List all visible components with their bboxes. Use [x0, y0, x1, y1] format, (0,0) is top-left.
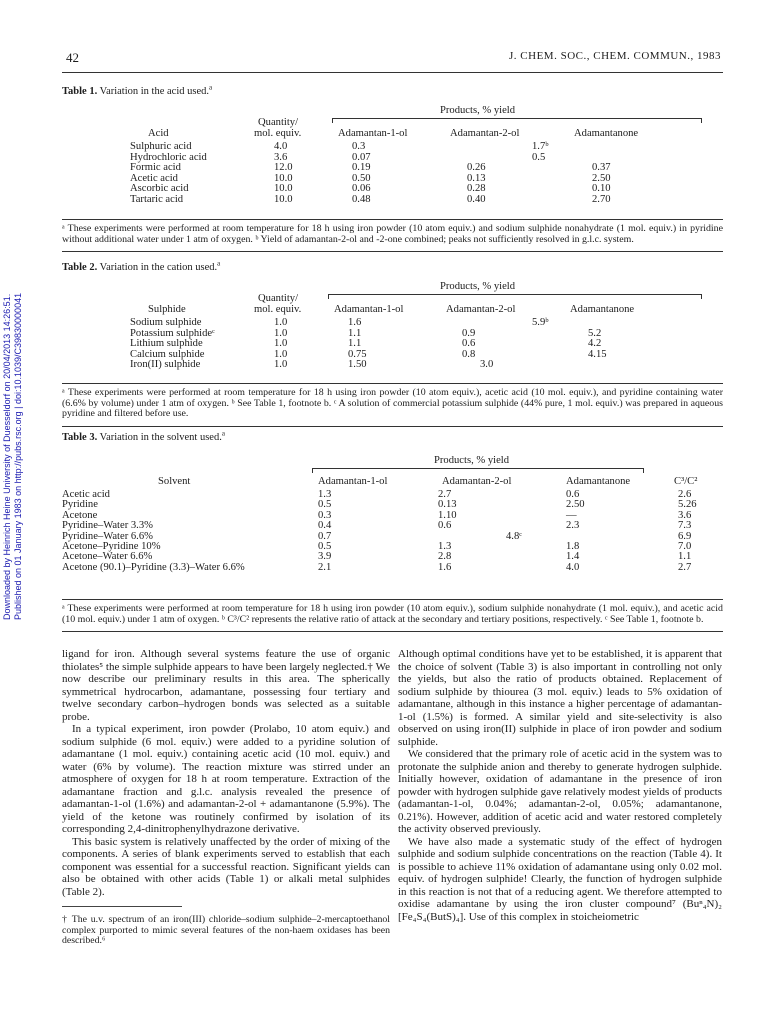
table-1-cell-name: Formic acid	[130, 162, 181, 174]
table-3-caption	[62, 429, 723, 443]
table-1-cell-combined: 0.5	[532, 151, 546, 163]
table-1-cell-one: 0.10	[592, 183, 611, 195]
table-3-products-brace	[312, 468, 644, 473]
table-3-cell-a1: 0.5	[318, 499, 332, 511]
table-2-cell-a2: 0.6	[462, 338, 476, 350]
table-3-products-header: Products, % yield	[434, 455, 510, 466]
table-3-cell-a2: 0.13	[438, 499, 457, 511]
table-3-col-one: Adamantanone	[566, 476, 631, 487]
table-1-title: Variation in the acid used.	[99, 86, 209, 97]
table-3-cell-a1: 3.9	[318, 551, 332, 563]
table-2-col-qty-2: mol. equiv.	[254, 304, 302, 315]
table-2-col-sulphide: Sulphide	[148, 304, 186, 315]
table-2-cell-qty: 1.0	[274, 359, 288, 371]
table-3-cell-ratio: 1.1	[678, 551, 692, 563]
table-3-cell-a2: 2.7	[438, 489, 452, 500]
journal-header: J. CHEM. SOC., CHEM. COMMUN., 1983	[509, 50, 721, 62]
table-1-cell-a1: 0.50	[352, 172, 371, 184]
table-3-cell-a1: 2.1	[318, 561, 332, 573]
right-paragraph-3: We have also made a systematic study of the effect of hydrogen sulphide and sodium sulphide concentrations on the reaction (Table 4). It is possible to achieve 11% oxidation of adamantane using only 0.02 mol. equiv. of hydrogen sulphide! Clearly, the function of hydrogen sulphide in this reaction is not that of a reducing agent. We therefore attempted to oxidise adamantane by using the iron cluster compound⁷ (Buⁿ₄N)₂ [Fe₄S₄(ButS)₄]. Use of this complex in stoicheiometric	[398, 835, 722, 923]
table-1-cell-name: Tartaric acid	[130, 194, 184, 205]
table-2-col-qty-1: Quantity/	[258, 293, 299, 304]
left-paragraph-3: This basic system is relatively unaffected by the order of mixing of the components. A series of blank experiments served to establish that each component was essential for a successful reaction. Significant yields can also be obtained with other acids (Table 1) or alkali metal sulphides (Table 2).	[62, 835, 390, 898]
table-2-cell-a2: 0.9	[462, 327, 476, 339]
table-2-col-a2: Adamantan-2-ol	[446, 304, 516, 315]
table-3-cell-name: Acetone	[62, 509, 98, 521]
table-1-cell-qty: 10.0	[274, 172, 293, 184]
table-3-cell-name: Pyridine–Water 6.6%	[62, 530, 153, 542]
table-2-cell-qty: 1.0	[274, 317, 288, 328]
table-3-cell-name: Acetone (90.1)–Pyridine (3.3)–Water 6.6%	[62, 561, 245, 573]
table-1-col-a2: Adamantan-2-ol	[450, 128, 520, 139]
table-3-cell-one: 2.50	[566, 499, 585, 511]
table-2-label: Table 2.	[62, 262, 98, 273]
table-3-footnote: ᵃ These experiments were performed at room temperature for 18 h using iron powder (10 atom equiv.), sodium sulphide nonahydrate (1 mol. equiv.), and acetic acid (10 mol. equiv.) under 1 atm of oxygen. ᵇ C³/C² represents the relative ratio of attack at the secondary and tertiary positions, respectively. ᶜ See Table 1, footnote b.	[62, 603, 723, 625]
table-2-cell-name: Iron(II) sulphide	[130, 359, 201, 371]
table-3-end-rule	[62, 631, 723, 632]
table-2-cell-a1: 0.75	[348, 348, 367, 360]
table-2-cell-one: 5.2	[588, 327, 602, 339]
table-1	[62, 83, 723, 252]
table-2-products-brace	[328, 294, 702, 299]
table-3-cell-a1: 1.3	[318, 489, 332, 500]
table-3-cell-a2: 1.6	[438, 561, 452, 573]
table-3-cell-one: 1.4	[566, 551, 580, 563]
table-1-cell-name: Hydrochloric acid	[130, 151, 207, 163]
table-2-end-rule	[62, 426, 723, 427]
table-3-label: Table 3.	[62, 432, 98, 443]
table-2-cell-qty: 1.0	[274, 327, 288, 339]
table-3-title: Variation in the solvent used.	[99, 432, 222, 443]
table-1-cell-a1: 0.19	[352, 162, 371, 174]
table-1-cell-a1: 0.06	[352, 183, 371, 195]
table-1-cell-qty: 10.0	[274, 194, 293, 205]
table-3	[62, 429, 723, 632]
table-2-cell-a2: 0.8	[462, 348, 476, 360]
table-1-label: Table 1.	[62, 86, 98, 97]
table-1-col-qty-2: mol. equiv.	[254, 128, 302, 139]
table-2-cell-a1: 1.1	[348, 338, 362, 350]
table-3-cell-ratio: 3.6	[678, 509, 692, 521]
side-note-published[interactable]: Published on 01 January 1983 on http://pubs.rsc.org | doi:10.1039/C39830000041	[13, 292, 23, 620]
table-1-cell-qty: 3.6	[274, 151, 288, 163]
left-column	[62, 648, 390, 947]
table-2-caption	[62, 259, 723, 273]
table-2-cell-a1: 1.1	[348, 327, 362, 339]
table-2-col-one: Adamantanone	[570, 304, 635, 315]
table-1-cell-a1: 0.07	[352, 151, 371, 163]
footnote-rule	[62, 906, 182, 907]
table-3-col-ratio: C³/C²	[674, 476, 698, 487]
table-3-cell-one: 4.0	[566, 561, 580, 573]
table-2-bottom-rule	[62, 383, 723, 384]
table-3-col-a2: Adamantan-2-ol	[442, 476, 512, 487]
table-1-cell-qty: 10.0	[274, 183, 293, 195]
table-3-caption-sup: a	[221, 429, 225, 438]
table-2-products-header: Products, % yield	[440, 281, 516, 292]
table-3-cell-ratio: 2.6	[678, 489, 692, 500]
header-rule	[62, 72, 723, 73]
table-3-cell-a1: 0.7	[318, 530, 332, 542]
table-1-cell-one: 0.37	[592, 162, 611, 174]
table-1-cell-combined: 1.7ᵇ	[532, 141, 549, 152]
right-column	[398, 648, 722, 923]
table-1-col-acid: Acid	[148, 128, 169, 139]
table-1-cell-name: Acetic acid	[130, 172, 178, 184]
table-2-cell-a1: 1.6	[348, 317, 362, 328]
left-paragraph-2: In a typical experiment, iron powder (Prolabo, 10 atom equiv.) and sodium sulphide (6 mol. equiv.) were added to a pyridine solution of adamantane (1 mol. equiv.) containing acetic acid (10 mol. equiv.) and water (6% by volume). The reaction mixture was stirred under an atmosphere of oxygen for 18 h at room temperature. Extraction of the adamantane fraction and g.l.c. analysis revealed the presence of adamantan-1-ol (1.6%) and adamantan-2-ol + adamantanone (5.9%). The yield of the ketone was routinely confirmed by isolation of its corresponding 2,4-dinitrophenylhydrazone derivative.	[62, 723, 390, 835]
table-1-cell-name: Sulphuric acid	[130, 141, 192, 152]
table-2-col-a1: Adamantan-1-ol	[334, 304, 404, 315]
table-3-cell-one: —	[566, 509, 577, 521]
table-3-cell-name: Acetic acid	[62, 489, 110, 500]
table-3-cell-a1: 0.5	[318, 541, 332, 552]
table-2-cell-a1: 1.50	[348, 359, 367, 371]
table-3-col-a1: Adamantan-1-ol	[318, 476, 388, 487]
table-1-footnote: ᵃ These experiments were performed at room temperature for 18 h using iron powder (10 atom equiv.) and sodium sulphide nonahydrate (1 mol. equiv.) in pyridine without additional water under 1 atm of oxygen. ᵇ Yield of adamantan-2-ol and -2-one combined; peaks not sufficiently resolved in g.l.c. system.	[62, 223, 723, 245]
table-3-cell-a2: 2.8	[438, 551, 452, 563]
table-1-caption	[62, 83, 723, 97]
table-3-cell-name: Pyridine–Water 3.3%	[62, 520, 153, 532]
table-1-cell-a1: 0.3	[352, 141, 366, 152]
table-3-cell-ratio: 5.26	[678, 499, 697, 511]
table-1-cell-qty: 4.0	[274, 141, 288, 152]
right-paragraph-2: We considered that the primary role of acetic acid in the system was to protonate the sulphide anion and thereby to generate hydrogen sulphide. Initially however, oxidation of adamantane in the presence of iron powder with hydrogen sulphide gave relatively modest yields of products (adamantan-1-ol, 0.04%; adamantan-2-ol, 0.05%; adamantanone, 0.21%). However, addition of acetic acid and water restored completely the activity observed previously.	[398, 748, 722, 835]
table-1-bottom-rule	[62, 219, 723, 220]
table-2-cell-name: Potassium sulphideᶜ	[130, 327, 215, 339]
table-3-cell-ratio: 7.3	[678, 520, 692, 532]
table-3-cell-a1: 0.4	[318, 520, 332, 532]
table-2-footnote: ᵃ These experiments were performed at room temperature for 18 h using iron powder (10 atom equiv.), acetic acid (10 mol. equiv.), and pyridine containing water (6.6% by volume) under 1 atm of oxygen. ᵇ See Table 1, footnote b. ᶜ A solution of commercial potassium sulphide (44% pure, 1 mol. equiv.) was prepared in aqueous pyridine and filtered before use.	[62, 387, 723, 419]
table-3-cell-combined: 4.8ᶜ	[506, 530, 522, 542]
table-3-bottom-rule	[62, 599, 723, 600]
table-2-title: Variation in the cation used.	[99, 262, 218, 273]
table-3-cell-ratio: 6.9	[678, 530, 692, 542]
side-note-download[interactable]: Downloaded by Heinrich Heine University of Duesseldorf on 20/04/2013 14:26:51.	[2, 293, 12, 620]
table-1-cell-a2: 0.26	[467, 162, 486, 174]
table-1-grid	[62, 103, 723, 215]
table-3-col-solvent: Solvent	[158, 476, 191, 487]
table-2-cell-name: Lithium sulphide	[130, 338, 203, 350]
table-1-cell-qty: 12.0	[274, 162, 293, 174]
table-2-cell-combined: 5.9ᵇ	[532, 317, 549, 328]
table-1-cell-a2: 0.40	[467, 194, 486, 205]
table-1-cell-one: 2.70	[592, 194, 611, 205]
table-1-cell-one: 2.50	[592, 172, 611, 184]
table-1-col-one: Adamantanone	[574, 128, 639, 139]
table-2-cell-combined: 3.0	[480, 359, 494, 371]
table-2-cell-name: Sodium sulphide	[130, 317, 202, 328]
table-3-cell-a2: 1.3	[438, 541, 452, 552]
table-3-cell-one: 2.3	[566, 520, 580, 532]
table-3-cell-name: Acetone–Water 6.6%	[62, 551, 153, 563]
table-3-cell-name: Pyridine	[62, 499, 98, 511]
table-2-cell-qty: 1.0	[274, 348, 288, 360]
table-2-grid	[62, 279, 723, 379]
table-1-cell-a2: 0.13	[467, 172, 486, 184]
table-2-cell-name: Calcium sulphide	[130, 348, 205, 360]
table-1-end-rule	[62, 251, 723, 252]
table-2-cell-qty: 1.0	[274, 338, 288, 350]
table-1-products-header: Products, % yield	[440, 105, 516, 116]
page-number: 42	[66, 50, 79, 65]
table-3-cell-one: 1.8	[566, 541, 580, 552]
table-2	[62, 259, 723, 427]
table-1-products-brace	[332, 118, 702, 123]
table-3-cell-one: 0.6	[566, 489, 580, 500]
table-3-grid	[62, 449, 723, 595]
left-paragraph-1: ligand for iron. Although several systems feature the use of organic thiolates⁵ the simple sulphide appears to have been largely neglected.† We now describe our preliminary results in this area. The spherically symmetrical hydrocarbon, adamantane, possessing four tertiary and twelve secondary carbon–hydrogen bonds was selected as a suitable probe.	[62, 648, 390, 723]
right-paragraph-1: Although optimal conditions have yet to be established, it is apparent that the choice of solvent (Table 3) is also important in controlling not only the yields, but also the ratio of products obtained. Replacement of sodium sulphide by thiourea (3 mol. equiv.) leads to 5% oxidation of adamantane, although in this instance a higher percentage of adamantan-1-ol (1.5%) is formed. A similar yield and site-selectivity is also observed on using iron(II) sulphide in place of iron powder and sodium sulphide.	[398, 648, 722, 748]
table-3-cell-a2: 0.6	[438, 520, 452, 532]
table-3-cell-a2: 1.10	[438, 509, 457, 521]
table-2-caption-sup: a	[217, 259, 221, 268]
left-footnote: † The u.v. spectrum of an iron(III) chloride–sodium sulphide–2-mercaptoethanol complex purported to mimic several features of the non-haem oxidases has been described.⁶	[62, 914, 390, 946]
table-3-cell-a1: 0.3	[318, 509, 332, 521]
table-3-cell-name: Acetone–Pyridine 10%	[62, 541, 161, 552]
table-1-col-a1: Adamantan-1-ol	[338, 128, 408, 139]
table-1-cell-a2: 0.28	[467, 183, 486, 195]
table-2-cell-one: 4.15	[588, 348, 607, 360]
table-3-cell-ratio: 7.0	[678, 541, 692, 552]
table-1-cell-name: Ascorbic acid	[130, 183, 189, 195]
table-1-col-qty-1: Quantity/	[258, 117, 299, 128]
table-3-cell-ratio: 2.7	[678, 561, 692, 573]
table-1-cell-a1: 0.48	[352, 194, 371, 205]
table-2-cell-one: 4.2	[588, 338, 602, 350]
table-1-caption-sup: a	[209, 83, 213, 92]
